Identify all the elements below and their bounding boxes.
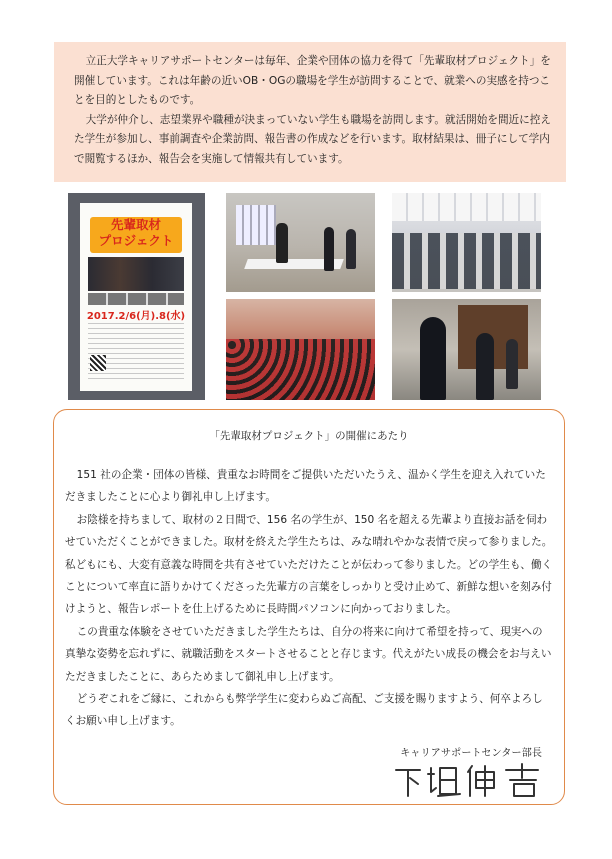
photo-lecture-hall [226, 299, 375, 400]
poster-title [90, 217, 182, 253]
letter-paragraph: 151 社の企業・団体の皆様、貴重なお時間をご提供いただいたうえ、温かく学生を迎え入れていただきましたことに心より御礼申し上げます。 [65, 469, 546, 504]
letter-paragraph: お陰様を持ちまして、取材の２日間で、156 名の学生が、150 名を超える先輩より直接お話を伺わせていただくことができました。取材を終えた学生たちは、みな晴れやかな表情で戻って参りました。私どもにも、大変有意義な時間を共有させていただけたことが伝わって参りました。どの学生も、働くことについて率直に語りかけてくださった先輩方の言葉をしっかりと受け止めて、新鮮な想いを刻み付けようと、報告レポートを仕上げるために長時間パソコンに向かっておりました。 [65, 513, 553, 616]
photo-computer-room [392, 193, 541, 292]
handwritten-signature [390, 758, 550, 800]
poster-title-line2: プロジェクト [98, 233, 174, 248]
intro-paragraph: 立正大学キャリアサポートセンターは毎年、企業や団体の協力を得て「先輩取材プロジェクト」を開催しています。これは年齢の近いOB・OGの職場を学生が訪問することで、就業への実感を持つことを目的としたものです。 [74, 55, 551, 106]
letter-paragraph: この貴重な体験をさせていただきました学生たちは、自分の将来に向けて希望を持って、現実への真摯な姿勢を忘れずに、就職活動をスタートさせることと存じます。代えがたい成長の機会をお与えいただきましたことに、あらためまして御礼申し上げます。 [65, 625, 552, 683]
intro-box [54, 42, 566, 182]
qr-code-icon [90, 355, 106, 371]
poster-group-photo [88, 257, 184, 291]
letter-box [53, 409, 565, 805]
poster-date: 2017.2/6(月).8(水) [86, 311, 186, 322]
letter-paragraph: どうぞこれをご縁に、これからも弊学学生に変わらぬご高配、ご支援を賜りますよう、何卒よろしくお願い申し上げます。 [65, 693, 543, 728]
photo-reception-meeting [226, 193, 375, 292]
poster-title-line1: 先輩取材 [110, 217, 161, 232]
poster-sheet [80, 203, 192, 391]
poster-photo-strip [88, 293, 184, 305]
poster-photo [68, 193, 205, 400]
letter-body [65, 464, 553, 733]
signatory-title: キャリアサポートセンター部長 [400, 748, 542, 759]
letter-title: 「先輩取材プロジェクト」の開催にあたり [209, 430, 409, 442]
photo-office-visit [392, 299, 541, 400]
intro-paragraph: 大学が仲介し、志望業界や職種が決まっていない学生も職場を訪問します。就活開始を間近に控えた学生が参加し、事前調査や企業訪問、報告書の作成などを行います。取材結果は、冊子にして学内で閲覧するほか、報告会を実施して情報共有しています。 [74, 113, 551, 165]
